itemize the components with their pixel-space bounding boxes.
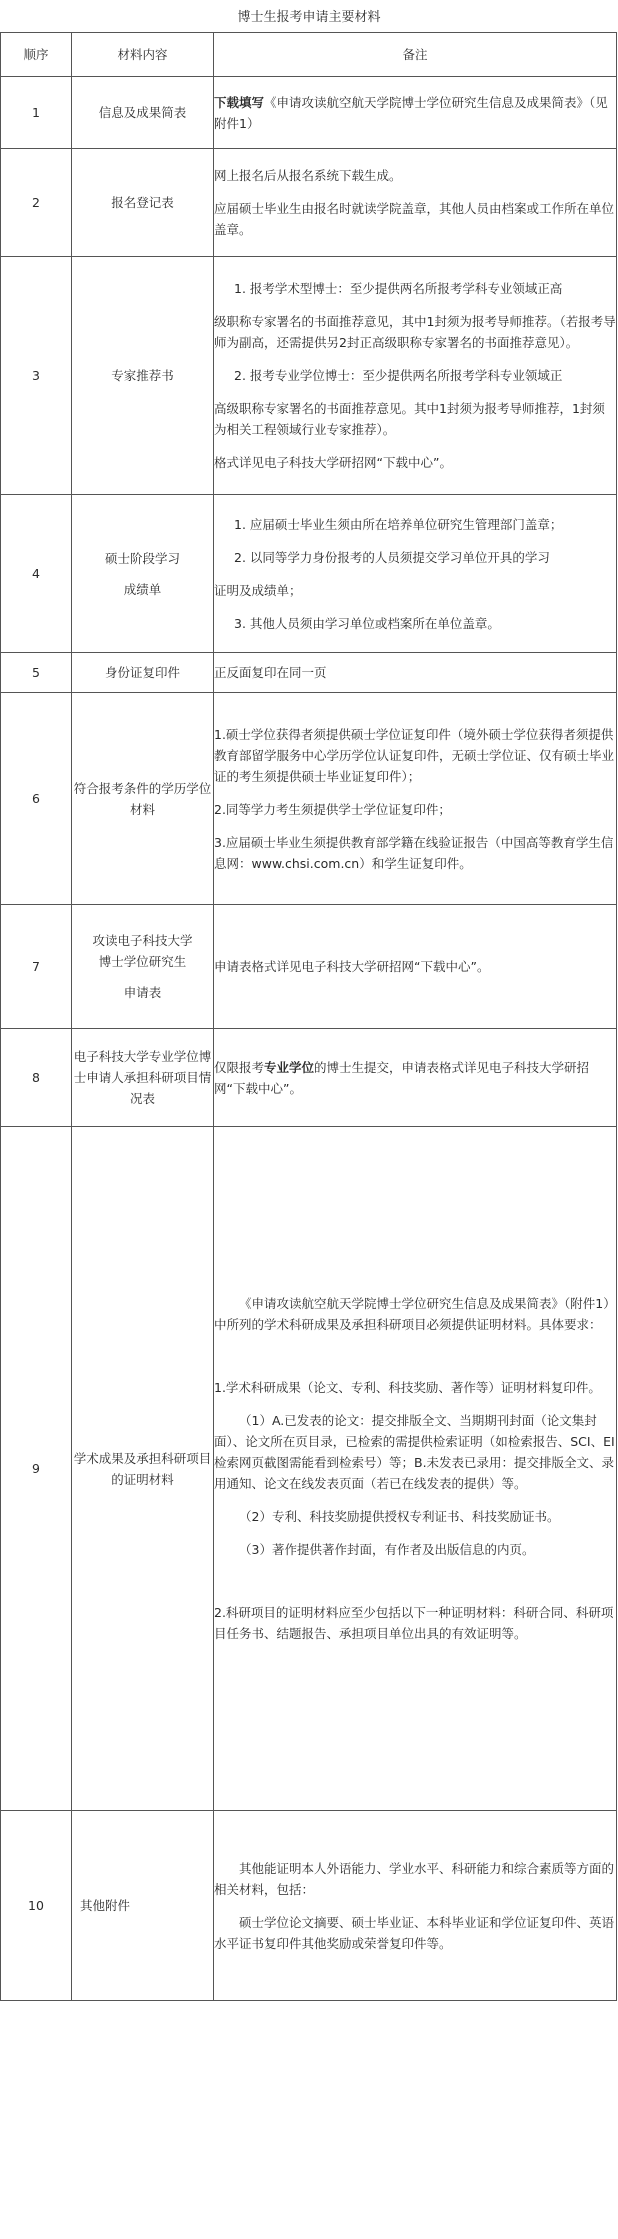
header-index: 顺序 [1, 33, 72, 77]
row-index: 8 [1, 1029, 72, 1127]
remark-text: 的博士生提交，申请表格式详见电子科技大学研招网“下载中心”。 [214, 1059, 590, 1096]
row-material: 其他附件 [72, 1811, 214, 2001]
table-row [1, 149, 617, 257]
remark-paragraph: （3）著作提供著作封面，有作者及出版信息的内页。 [239, 1542, 535, 1557]
remark-paragraph: （2）专利、科技奖励提供授权专利证书、科技奖励证书。 [239, 1509, 560, 1524]
table-row [1, 905, 617, 1029]
remark-paragraph: 2. 报考专业学位博士：至少提供两名所报考学科专业领域正 [234, 368, 563, 383]
remark-text: 《申请攻读航空航天学院博士学位研究生信息及成果简表》（见附件1） [214, 94, 608, 131]
table-row [1, 257, 617, 495]
row-remark [214, 77, 617, 149]
remark-paragraph: （1）A.已发表的论文：提交排版全文、当期期刊封面（论文集封面）、论文所在页目录，已检索的需提供检索证明（如检索报告、SCI、EI检索网页截图需能看到检索号）等；B.未发表已录用：提交排版全文、录用通知、论文在线发表页面（若已在线发表的提供）等。 [214, 1413, 615, 1491]
remark-paragraph: 高级职称专家署名的书面推荐意见。其中1封须为报考导师推荐，1封须为相关工程领域行业专家推荐）。 [214, 401, 605, 437]
row-material: 符合报考条件的学历学位材料 [72, 693, 214, 905]
row-remark [214, 905, 617, 1029]
table-row [1, 77, 617, 149]
header-material: 材料内容 [72, 33, 214, 77]
row-index: 2 [1, 149, 72, 257]
remark-paragraph: 《申请攻读航空航天学院博士学位研究生信息及成果简表》（附件1）中所列的学术科研成果及承担科研项目必须提供证明材料。具体要求： [214, 1296, 616, 1332]
remark-paragraph: 级职称专家署名的书面推荐意见，其中1封须为报考导师推荐。（若报考导师为副高，还需提供另2封正高级职称专家署名的书面推荐意见）。 [214, 314, 616, 350]
remark-paragraph: 1.学术科研成果（论文、专利、科技奖励、著作等）证明材料复印件。 [214, 1380, 601, 1395]
remark-paragraph: 1. 应届硕士毕业生须由所在培养单位研究生管理部门盖章； [234, 516, 563, 532]
remark-paragraph: 申请表格式详见电子科技大学研招网“下载中心”。 [214, 959, 490, 974]
remark-paragraph: 格式详见电子科技大学研招网“下载中心”。 [214, 455, 452, 470]
row-index: 6 [1, 693, 72, 905]
remark-paragraph: 2.科研项目的证明材料应至少包括以下一种证明材料：科研合同、科研项目任务书、结题报告、承担项目单位出具的有效证明等。 [214, 1605, 614, 1641]
remark-paragraph: 2.同等学力考生须提供学士学位证复印件； [214, 801, 451, 817]
remark-paragraph: 应届硕士毕业生由报名时就读学院盖章，其他人员由档案或工作所在单位盖章。 [214, 201, 615, 237]
row-material [72, 905, 214, 1029]
row-index: 4 [1, 495, 72, 653]
row-material: 电子科技大学专业学位博士申请人承担科研项目情况表 [72, 1029, 214, 1127]
row-remark [214, 149, 617, 257]
row-material: 报名登记表 [72, 149, 214, 257]
material-line: 申请表 [123, 985, 162, 1000]
row-index: 9 [1, 1127, 72, 1811]
row-remark [214, 653, 617, 693]
table-header-row [1, 33, 617, 77]
remark-text: 仅限报考 [214, 1059, 265, 1075]
row-material: 学术成果及承担科研项目的证明材料 [72, 1127, 214, 1811]
row-index: 10 [1, 1811, 72, 2001]
remark-paragraph: 正反面复印在同一页 [214, 665, 327, 680]
remark-paragraph: 3. 其他人员须由学习单位或档案所在单位盖章。 [234, 615, 500, 631]
remark-paragraph: 证明及成绩单； [214, 582, 302, 598]
table-row [1, 1811, 617, 2001]
remark-paragraph: 1. 报考学术型博士：至少提供两名所报考学科专业领域正高 [234, 281, 563, 296]
remark-bold-text: 下载填写 [214, 94, 265, 110]
row-remark [214, 1029, 617, 1127]
table-row [1, 1127, 617, 1811]
row-material: 身份证复印件 [72, 653, 214, 693]
remark-paragraph: 1.硕士学位获得者须提供硕士学位证复印件（境外硕士学位获得者须提供教育部留学服务中心学历学位认证复印件，无硕士学位证、仅有硕士毕业证的考生须提供硕士毕业证复印件）； [214, 726, 615, 784]
table-row [1, 653, 617, 693]
remark-paragraph: 硕士学位论文摘要、硕士毕业证、本科毕业证和学位证复印件、英语水平证书复印件其他奖励或荣誉复印件等。 [214, 1914, 615, 1951]
row-index: 5 [1, 653, 72, 693]
row-index: 7 [1, 905, 72, 1029]
table-row [1, 495, 617, 653]
row-index: 1 [1, 77, 72, 149]
materials-table [0, 32, 617, 2001]
material-line: 博士学位研究生 [98, 954, 187, 969]
row-remark [214, 257, 617, 495]
row-material [72, 495, 214, 653]
row-remark [214, 1811, 617, 2001]
remark-bold-text: 专业学位 [264, 1059, 315, 1075]
remark-paragraph: 2. 以同等学力身份报考的人员须提交学习单位开具的学习 [234, 549, 550, 565]
header-remark: 备注 [214, 33, 617, 77]
row-remark [214, 495, 617, 653]
row-remark [214, 1127, 617, 1811]
row-material: 专家推荐书 [72, 257, 214, 495]
material-line: 攻读电子科技大学 [92, 933, 193, 948]
material-line: 硕士阶段学习 [104, 550, 180, 566]
remark-paragraph: 3.应届硕士毕业生须提供教育部学籍在线验证报告（中国高等教育学生信息网：www.chsi.com.cn）和学生证复印件。 [214, 834, 614, 871]
table-row [1, 693, 617, 905]
row-index: 3 [1, 257, 72, 495]
row-remark [214, 693, 617, 905]
remark-paragraph: 其他能证明本人外语能力、学业水平、科研能力和综合素质等方面的相关材料，包括： [214, 1860, 615, 1897]
page-title: 博士生报考申请主要材料 [237, 10, 381, 25]
remark-paragraph: 网上报名后从报名系统下载生成。 [214, 168, 402, 183]
material-line: 成绩单 [123, 581, 162, 597]
table-row [1, 1029, 617, 1127]
row-material: 信息及成果简表 [72, 77, 214, 149]
